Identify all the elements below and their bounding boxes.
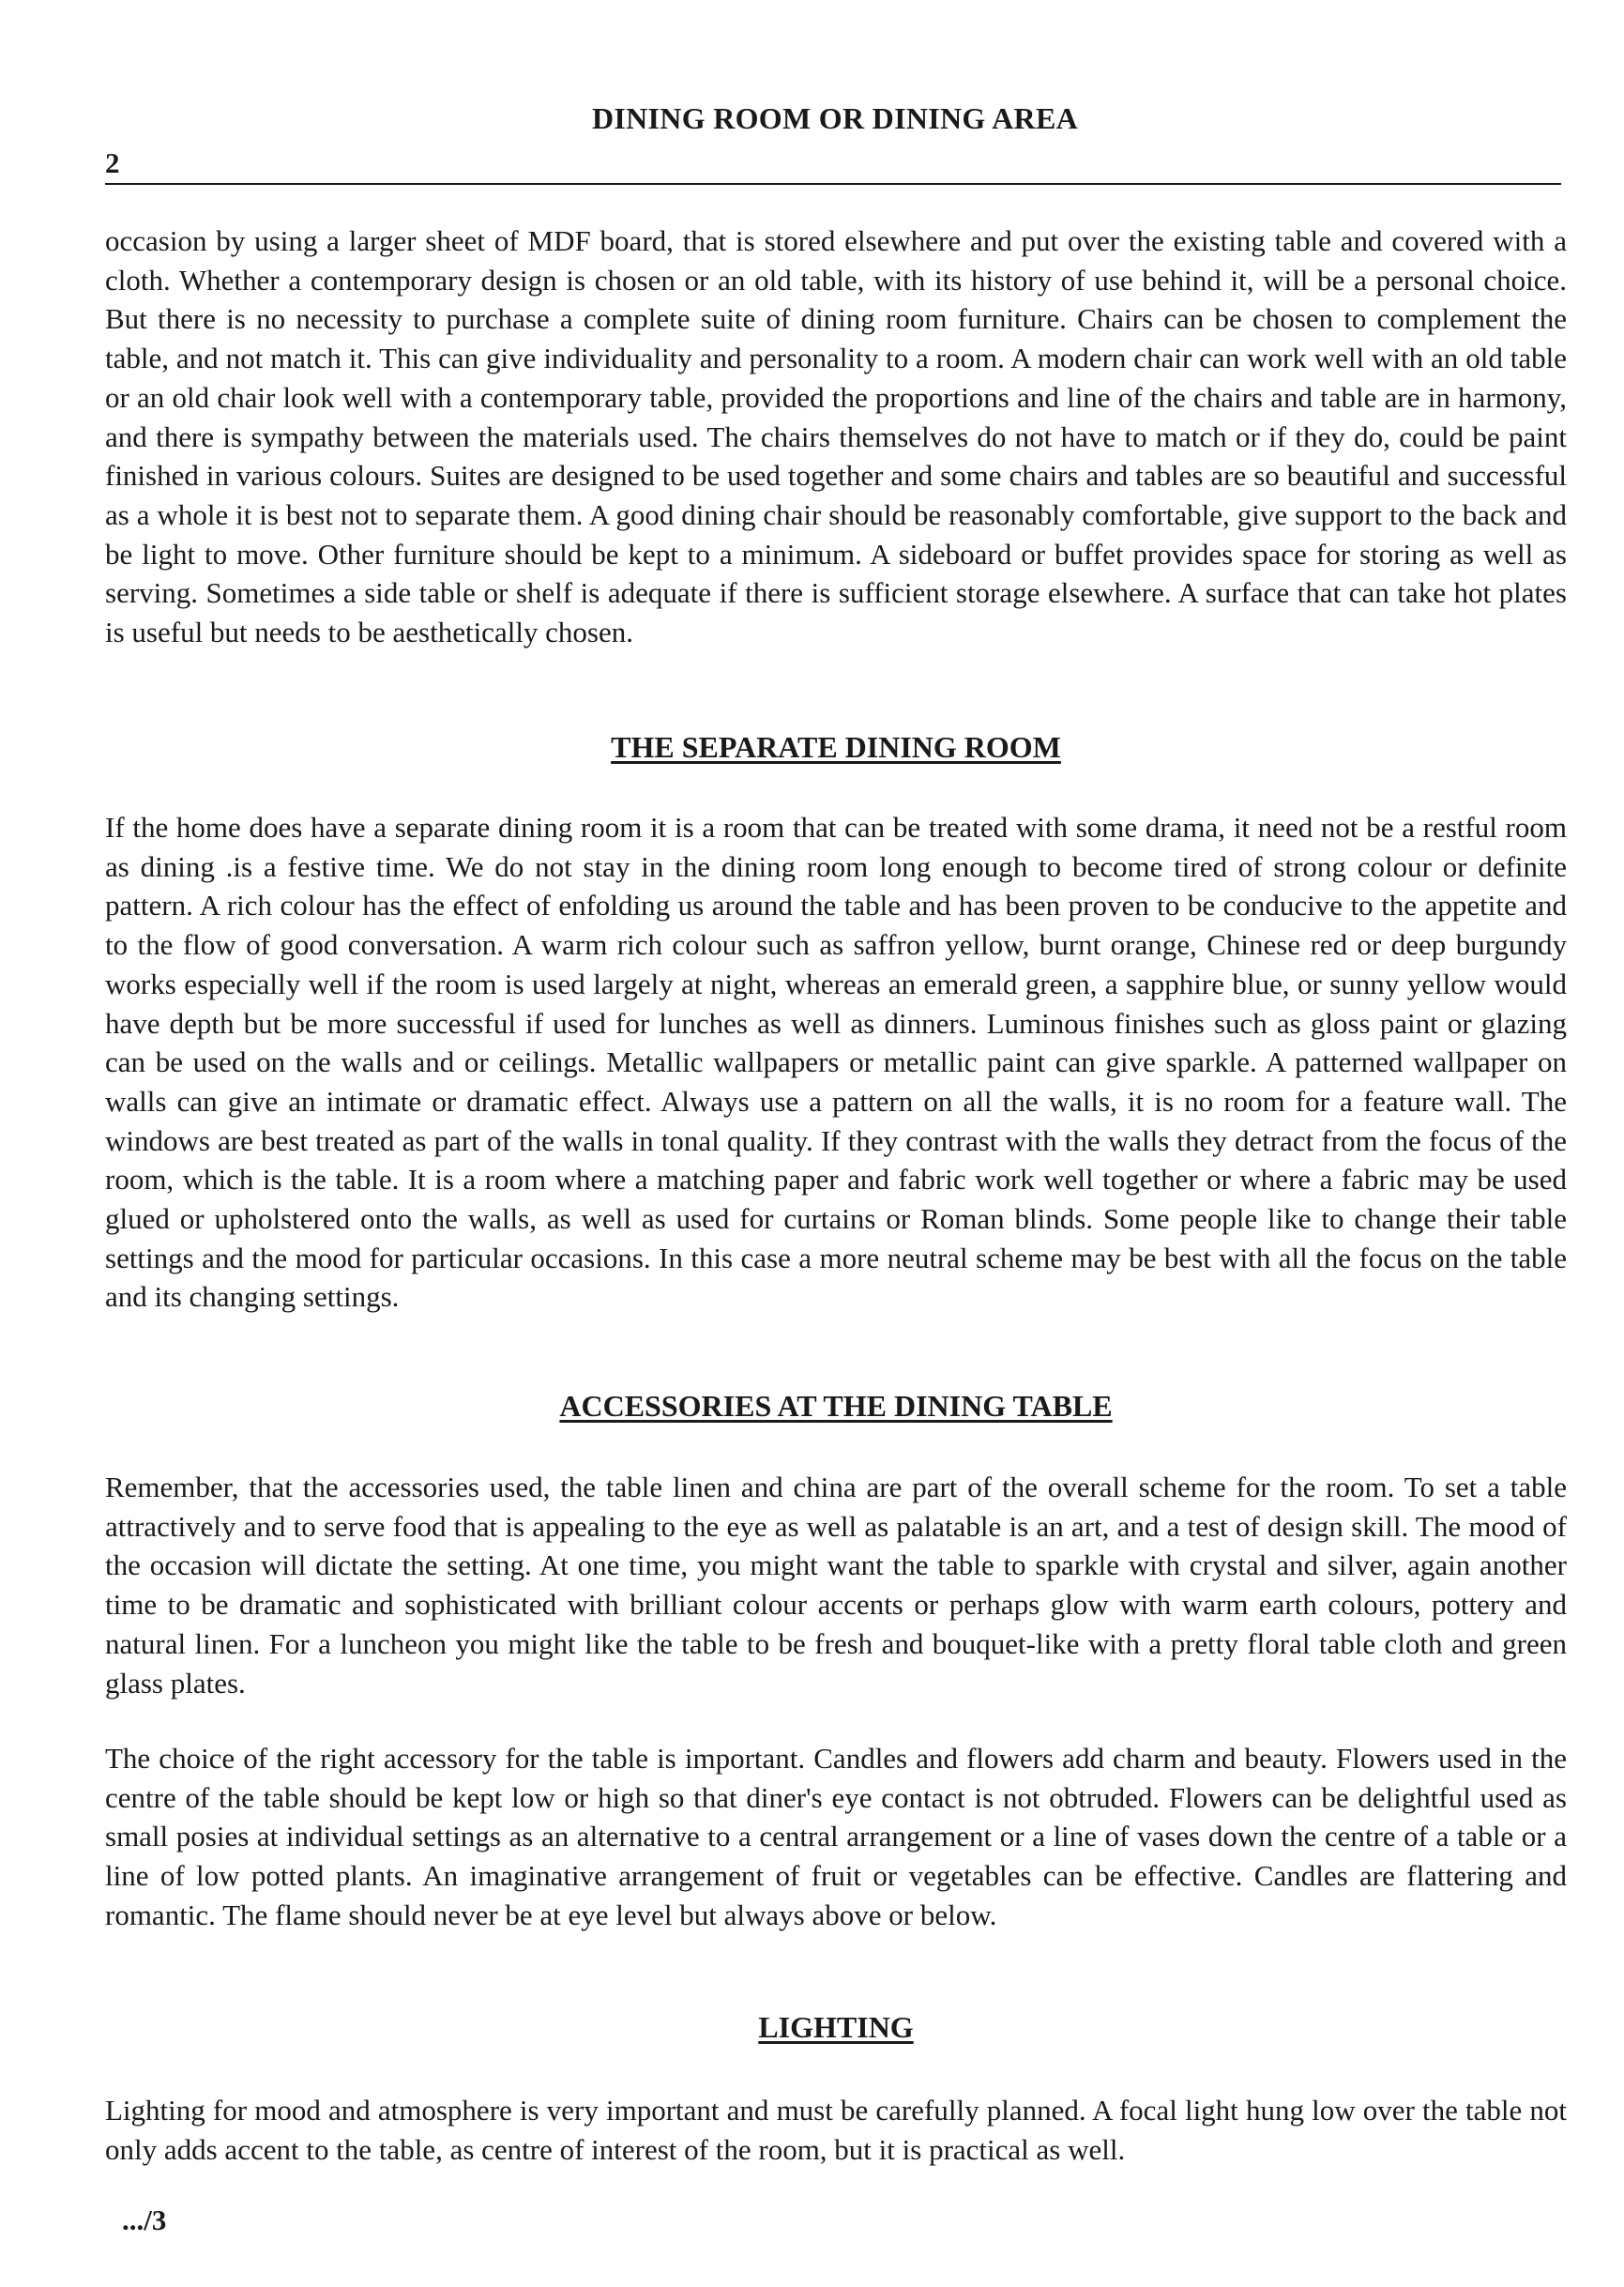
lighting-heading: LIGHTING: [758, 2010, 914, 2044]
accessories-paragraph-2: The choice of the right accessory for the table is important. Candles and flowers add charm and beauty. Flowers used in the centre of the table should be kept low or high so that diner's eye contact is not obtruded. Flowers can be delightful used as small posies at individual settings as an alternative to a central arrangement or a line of vases down the centre of a table or a line of low potted plants. An imaginative arrangement of fruit or vegetables can be effective. Candles are flattering and romantic. The flame should never be at eye level but always above or below.: [105, 1742, 1567, 1931]
lighting-paragraph: Lighting for mood and atmosphere is very important and must be carefully planned. A focal light hung low over the table not only adds accent to the table, as centre of interest of the room, but it is practical as well.: [105, 2094, 1567, 2166]
continuation-marker: .../3: [122, 2203, 167, 2236]
accessories-paragraph-1: Remember, that the accessories used, the table linen and china are part of the overall scheme for the room. To set a table attractively and to serve food that is appealing to the eye as well as palatable is an art, and a test of design skill. The mood of the occasion will dictate the setting. At one time, you might want the table to sparkle with crystal and silver, again another time to be dramatic and sophisticated with brilliant colour accents or perhaps glow with warm earth colours, pottery and natural linen. For a luncheon you might like the table to be fresh and bouquet-like with a pretty floral table cloth and green glass plates.: [105, 1471, 1567, 1700]
separate-dining-room-paragraph: If the home does have a separate dining room it is a room that can be treated with some drama, it need not be a restful room as dining .is a festive time. We do not stay in the dining room long enough to become tired of strong colour or definite pattern. A rich colour has the effect of enfolding us around the table and has been proven to be conducive to the appetite and to the flow of good conversation. A warm rich colour such as saffron yellow, burnt orange, Chinese red or deep burgundy works especially well if the room is used largely at night, whereas an emerald green, a sapphire blue, or sunny yellow would have depth but be more successful if used for lunches as well as dinners. Luminous finishes such as gloss paint or glazing can be used on the walls and or ceilings. Metallic wallpapers or metallic paint can give sparkle. A patterned wallpaper on walls can give an intimate or dramatic effect. Always use a pattern on all the walls, it is no room for a feature wall. The windows are best treated as part of the walls in tonal quality. If they contrast with the walls they detract from the focus of the room, which is the table. It is a room where a matching paper and fabric work well together or where a fabric may be used glued or upholstered onto the walls, as well as used for curtains or Roman blinds. Some people like to change their table settings and the mood for particular occasions. In this case a more neutral scheme may be best with all the focus on the table and its changing settings.: [105, 811, 1567, 1314]
page-number: 2: [105, 146, 120, 179]
header-rule: [105, 183, 1561, 185]
separate-dining-room-heading: THE SEPARATE DINING ROOM: [611, 730, 1061, 764]
running-title: DINING ROOM OR DINING AREA: [591, 101, 1079, 135]
intro-paragraph: occasion by using a larger sheet of MDF board, that is stored elsewhere and put over the existing table and covered with a cloth. Whether a contemporary design is chosen or an old table, with its history of use behind it, will be a personal choice. But there is no necessity to purchase a complete suite of dining room furniture. Chairs can be chosen to complement the table, and not match it. This can give individuality and personality to a room. A modern chair can work well with an old table or an old chair look well with a contemporary table, provided the proportions and line of the chairs and table are in harmony, and there is sympathy between the materials used. The chairs themselves do not have to match or if they do, could be paint finished in various colours. Suites are designed to be used together and some chairs and tables are so beautiful and successful as a whole it is best not to separate them. A good dining chair should be reasonably comfortable, give support to the back and be light to move. Other furniture should be kept to a minimum. A sideboard or buffet provides space for storing as well as serving. Sometimes a side table or shelf is adequate if there is sufficient storage elsewhere. A surface that can take hot plates is useful but needs to be aesthetically chosen.: [105, 224, 1567, 649]
accessories-heading: ACCESSORIES AT THE DINING TABLE: [559, 1389, 1113, 1423]
